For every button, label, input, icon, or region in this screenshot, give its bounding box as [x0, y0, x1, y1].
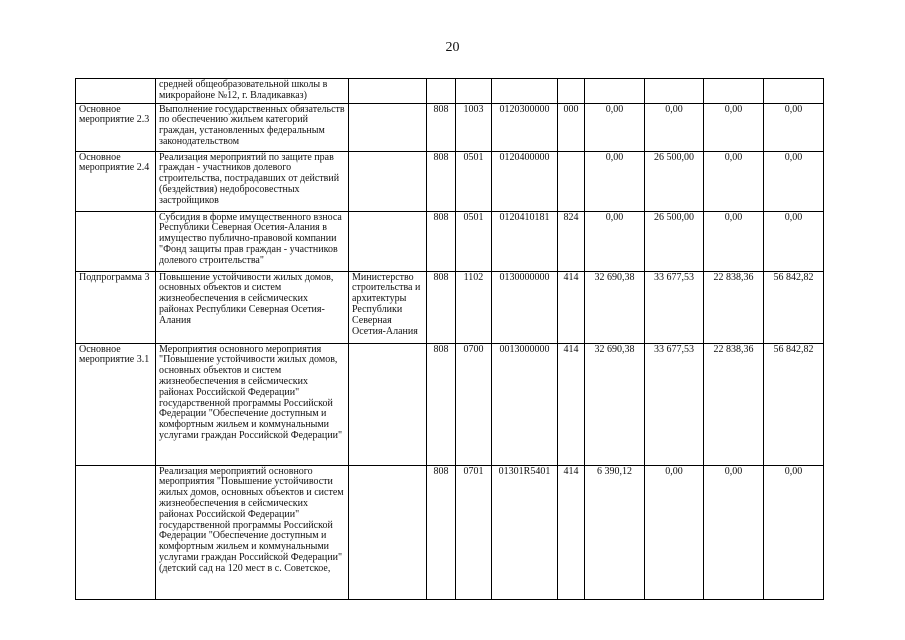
- executor-cell: [349, 343, 427, 465]
- table-row: [76, 151, 824, 211]
- year2-cell: 33 677,53: [645, 343, 704, 465]
- vr-cell: [558, 151, 585, 211]
- table-row: [76, 103, 824, 151]
- executor-cell: [349, 465, 427, 599]
- name-cell: Субсидия в форме имущественного взноса Республики Северная Осетия-Алания в имущество публично-правовой компании "Фонд защиты прав граждан - участников долевого строительства": [156, 211, 349, 271]
- year3-cell: 0,00: [704, 211, 764, 271]
- table-row: [76, 343, 824, 465]
- vr-cell: 000: [558, 103, 585, 151]
- grbs-cell: 808: [427, 151, 456, 211]
- name-cell: средней общеобразовательной школы в микрорайоне №12, г. Владикавказ): [156, 79, 349, 104]
- vr-cell: [558, 79, 585, 104]
- executor-cell: [349, 211, 427, 271]
- year4-cell: 0,00: [764, 211, 824, 271]
- year3-cell: 22 838,36: [704, 343, 764, 465]
- year3-cell: 0,00: [704, 151, 764, 211]
- year4-cell: 56 842,82: [764, 343, 824, 465]
- executor-cell: [349, 151, 427, 211]
- status-cell: Подпрограмма 3: [76, 271, 156, 343]
- year2-cell: 0,00: [645, 465, 704, 599]
- table-row: [76, 465, 824, 599]
- csr-cell: 0120410181: [492, 211, 558, 271]
- table-row: [76, 271, 824, 343]
- year2-cell: 33 677,53: [645, 271, 704, 343]
- table-row: [76, 79, 824, 104]
- name-cell: Повышение устойчивости жилых домов, основных объектов и систем жизнеобеспечения в сейсмических районах Республики Северная Осетия-Алания: [156, 271, 349, 343]
- csr-cell: 0120400000: [492, 151, 558, 211]
- name-cell: Выполнение государственных обязательств по обеспечению жильем категорий граждан, установленных федеральным законодательством: [156, 103, 349, 151]
- rzpr-cell: 1003: [456, 103, 492, 151]
- year4-cell: 0,00: [764, 103, 824, 151]
- year3-cell: [704, 79, 764, 104]
- year3-cell: 0,00: [704, 465, 764, 599]
- csr-cell: 0120300000: [492, 103, 558, 151]
- year2-cell: [645, 79, 704, 104]
- csr-cell: 0013000000: [492, 343, 558, 465]
- vr-cell: 414: [558, 271, 585, 343]
- budget-table: [75, 78, 824, 600]
- grbs-cell: 808: [427, 103, 456, 151]
- rzpr-cell: 0701: [456, 465, 492, 599]
- grbs-cell: 808: [427, 211, 456, 271]
- status-cell: Основное мероприятие 2.4: [76, 151, 156, 211]
- year2-cell: 0,00: [645, 103, 704, 151]
- rzpr-cell: 0501: [456, 151, 492, 211]
- year1-cell: 6 390,12: [585, 465, 645, 599]
- year2-cell: 26 500,00: [645, 211, 704, 271]
- page-number: 20: [445, 40, 460, 55]
- csr-cell: 0130000000: [492, 271, 558, 343]
- year4-cell: 0,00: [764, 151, 824, 211]
- year4-cell: 56 842,82: [764, 271, 824, 343]
- year1-cell: 0,00: [585, 151, 645, 211]
- rzpr-cell: 0501: [456, 211, 492, 271]
- csr-cell: 01301R5401: [492, 465, 558, 599]
- year1-cell: 32 690,38: [585, 271, 645, 343]
- vr-cell: 414: [558, 465, 585, 599]
- status-cell: [76, 211, 156, 271]
- executor-cell: Министерство строительства и архитектуры Республики Северная Осетия-Алания: [349, 271, 427, 343]
- table-row: [76, 211, 824, 271]
- executor-cell: [349, 79, 427, 104]
- status-cell: Основное мероприятие 2.3: [76, 103, 156, 151]
- year4-cell: 0,00: [764, 465, 824, 599]
- rzpr-cell: [456, 79, 492, 104]
- status-cell: Основное мероприятие 3.1: [76, 343, 156, 465]
- year3-cell: 22 838,36: [704, 271, 764, 343]
- grbs-cell: 808: [427, 343, 456, 465]
- csr-cell: [492, 79, 558, 104]
- status-cell: [76, 79, 156, 104]
- year4-cell: [764, 79, 824, 104]
- year1-cell: 0,00: [585, 211, 645, 271]
- year1-cell: 0,00: [585, 103, 645, 151]
- year1-cell: 32 690,38: [585, 343, 645, 465]
- executor-cell: [349, 103, 427, 151]
- rzpr-cell: 1102: [456, 271, 492, 343]
- name-cell: Реализация мероприятий основного мероприятия "Повышение устойчивости жилых домов, основных объектов и систем жизнеобеспечения в сейсмических районах Российской Федерации" государственной программы Российской Федерации "Обеспечение доступным и комфортным жильем и коммунальными услугами граждан Российской Федерации" (детский сад на 120 мест в с. Советское,: [156, 465, 349, 599]
- vr-cell: 414: [558, 343, 585, 465]
- year3-cell: 0,00: [704, 103, 764, 151]
- grbs-cell: [427, 79, 456, 104]
- rzpr-cell: 0700: [456, 343, 492, 465]
- vr-cell: 824: [558, 211, 585, 271]
- grbs-cell: 808: [427, 465, 456, 599]
- name-cell: Мероприятия основного мероприятия "Повышение устойчивости жилых домов, основных объектов и систем жизнеобеспечения в сейсмических районах Российской Федерации" государственной программы Российской Федерации "Обеспечение доступным и комфортным жильем и коммунальными услугами граждан Российской Федерации": [156, 343, 349, 465]
- status-cell: [76, 465, 156, 599]
- name-cell: Реализация мероприятий по защите прав граждан - участников долевого строительства, пострадавших от действий (бездействия) недобросовестных застройщиков: [156, 151, 349, 211]
- year2-cell: 26 500,00: [645, 151, 704, 211]
- grbs-cell: 808: [427, 271, 456, 343]
- year1-cell: [585, 79, 645, 104]
